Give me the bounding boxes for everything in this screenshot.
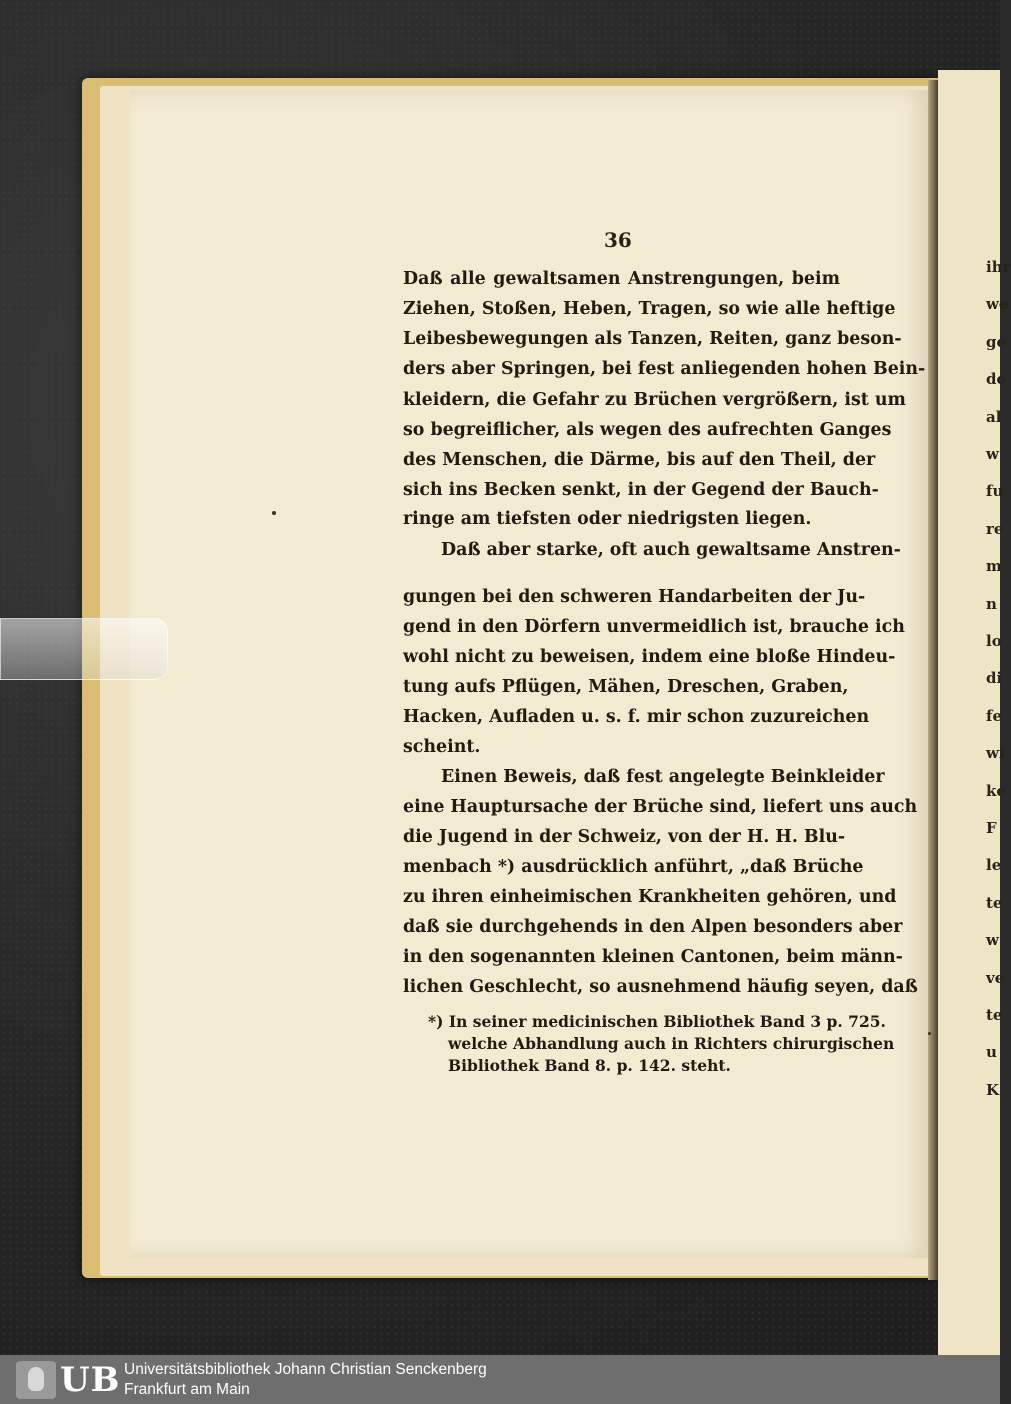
facing-page-fragment: di: [986, 669, 1003, 688]
facing-page-fragment: fu: [986, 482, 1004, 501]
facing-page-fragment: F: [986, 819, 997, 837]
facing-page-fragment: te: [986, 1006, 1003, 1024]
institution-city: Frankfurt am Main: [124, 1381, 250, 1398]
ub-logo: UB: [60, 1360, 121, 1400]
facing-page-fragment: de: [986, 370, 1007, 389]
facing-page-fragment: lo: [986, 632, 1002, 650]
facing-page-fragment: le: [986, 856, 1002, 875]
text-line: in den sogenannten kleinen Cantonen, beim männ-: [403, 947, 903, 967]
text-line: gungen bei den schweren Handarbeiten der Ju-: [403, 587, 866, 607]
footnote-line: *) In seiner medicinischen Bibliothek Band 3 p. 725.: [428, 1012, 886, 1031]
facing-page-fragment: we: [986, 295, 1009, 314]
book-gutter: [928, 80, 938, 1280]
facing-page-fragment: w: [986, 931, 999, 950]
facing-page-fragment: ihr: [986, 258, 1011, 276]
facing-page-fragment: u: [986, 1043, 997, 1062]
text-line: ders aber Springen, bei fest anliegenden hohen Bein-: [403, 359, 926, 379]
facing-page-fragment: n: [986, 594, 997, 613]
paper-speck: [928, 1032, 931, 1035]
portrait-logo-icon: [16, 1361, 56, 1399]
facing-page-fragment: ve: [986, 968, 1005, 987]
text-line: Daß aber starke, oft auch gewaltsame Anstren-: [441, 540, 901, 560]
facing-page-fragment: re: [986, 519, 1004, 538]
facing-page-fragment: ke: [986, 781, 1006, 800]
text-line: Ziehen, Stoßen, Heben, Tragen, so wie alle heftige: [403, 299, 896, 319]
facing-page-fragment: w: [986, 445, 999, 463]
facing-page-fragment: ge: [986, 332, 1007, 351]
text-line: tung aufs Pflügen, Mähen, Dreschen, Graben,: [403, 677, 849, 697]
facing-page-fragment: fe: [986, 706, 1002, 725]
page-number: 36: [604, 228, 632, 252]
text-line: Einen Beweis, daß fest angelegte Beinkleider: [441, 767, 885, 787]
text-line: kleidern, die Gefahr zu Brüchen vergrößern, ist um: [403, 390, 906, 410]
text-line: wohl nicht zu beweisen, indem eine bloße Hindeu-: [403, 647, 896, 667]
text-line: ringe am tiefsten oder niedrigsten liegen.: [403, 509, 812, 529]
institution-name: Universitätsbibliothek Johann Christian Senckenberg: [124, 1361, 487, 1378]
facing-page-fragment: K: [986, 1080, 1000, 1099]
plastic-page-tab: [0, 618, 168, 680]
footnote-line: welche Abhandlung auch in Richters chirurgischen: [448, 1034, 895, 1053]
text-line: eine Hauptursache der Brüche sind, liefert uns auch: [403, 797, 918, 817]
facing-page-fragment: m: [986, 557, 1002, 576]
text-line: Hacken, Aufladen u. s. f. mir schon zuzureichen: [403, 707, 870, 727]
facing-page-fragment: wi: [986, 744, 1005, 763]
text-line: Daß alle gewaltsamen Anstrengungen, beim: [403, 269, 840, 289]
book-page: [130, 90, 930, 1258]
footnote-line: Bibliothek Band 8. p. 142. steht.: [448, 1056, 731, 1075]
text-line: die Jugend in der Schweiz, von der H. H. Blu-: [403, 827, 846, 847]
facing-page-fragment: te: [986, 893, 1003, 912]
text-line: sich ins Becken senkt, in der Gegend der Bauch-: [403, 480, 879, 500]
text-line: des Menschen, die Därme, bis auf den Theil, der: [403, 450, 876, 470]
text-line: daß sie durchgehends in den Alpen besonders aber: [403, 917, 903, 937]
text-line: so begreiflicher, als wegen des aufrechten Ganges: [403, 420, 892, 440]
text-line: Leibesbewegungen als Tanzen, Reiten, ganz beson-: [403, 329, 902, 349]
text-line: menbach *) ausdrücklich anführt, „daß Brüche: [403, 857, 864, 877]
facing-page-fragment: al: [986, 407, 1002, 426]
text-line: scheint.: [403, 737, 481, 757]
text-line: lichen Geschlecht, so ausnehmend häufig seyen, daß: [403, 977, 918, 997]
paper-speck: [272, 511, 276, 515]
library-footer: [0, 1355, 1000, 1404]
text-line: zu ihren einheimischen Krankheiten gehören, und: [403, 887, 897, 907]
text-line: gend in den Dörfern unvermeidlich ist, brauche ich: [403, 617, 905, 637]
